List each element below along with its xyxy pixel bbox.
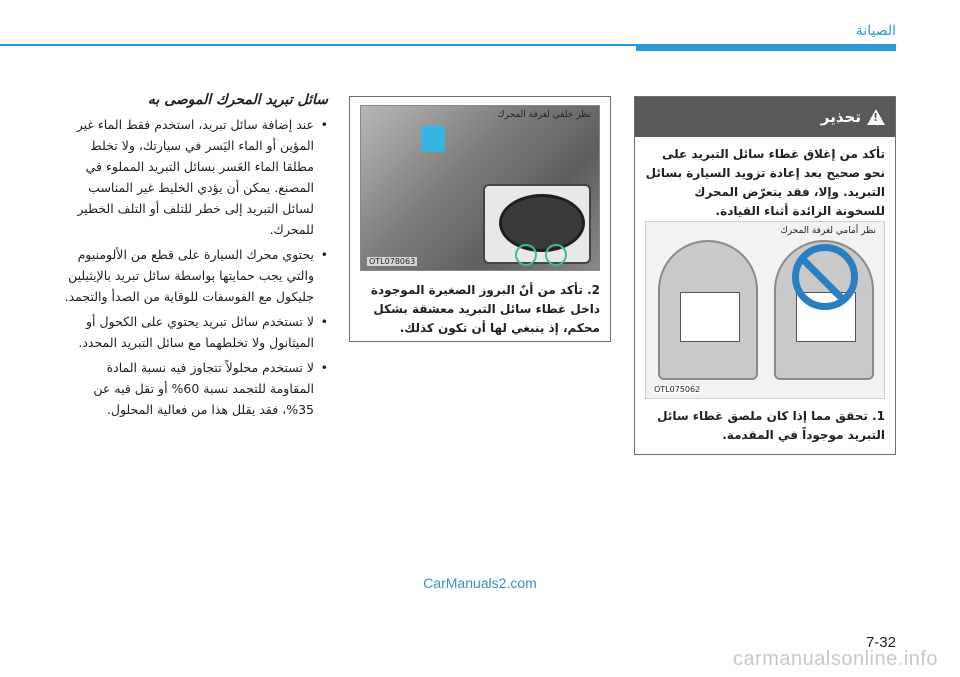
cap-label-icon [680, 292, 740, 342]
tab-highlight-icon [545, 244, 567, 266]
figure-caption: نظر خلفي لغرفة المحرك [497, 110, 591, 120]
bullet-list [60, 114, 328, 420]
warning-text: تأكد من إغلاق غطاء سائل التبريد على نحو صحيح بعد إعادة تزويد السيارة بسائل التبريد. وإلا، فقد يتعرّض المحرك للسخونة الزائدة أثناء القيادة. [645, 147, 885, 218]
prohibited-icon [792, 244, 858, 310]
bullet-item: • لا تستخدم سائل تبريد يحتوي على الكحول أو الميثانول ولا تخلطهما مع سائل التبريد المحدد. [60, 311, 314, 353]
engine-figure-box [349, 96, 611, 342]
coolant-cap-icon [499, 194, 585, 252]
bullet-item: • لا تستخدم محلولاً تتجاوز فيه نسبة المادة المقاومة للتجمد نسبة 60% أو تقل فيه عن 35%، فقد يقلل هذا من فعالية المحلول. [60, 357, 314, 420]
warning-note: 1. تحقق مما إذا كان ملصق غطاء سائل التبريد موجوداً في المقدمة. [657, 409, 885, 442]
engine-rear-figure [360, 105, 600, 271]
front-engine-figure [645, 221, 885, 399]
figure-caption: نظر أمامي لغرفة المحرك [780, 226, 876, 236]
main-title: سائل تبريد المحرك الموصى به [147, 92, 328, 108]
warning-box [634, 96, 896, 455]
warning-header [635, 97, 895, 137]
section-title: الصيانة [855, 23, 896, 39]
coolant-cap-correct-illustration [658, 240, 758, 380]
warning-triangle-icon [867, 109, 885, 125]
bullet-item: • يحتوي محرك السيارة على قطع من الألومنيوم والتي يجب حمايتها بواسطة سائل تبريد بالإيثيلين جليكول مع الفوسفات للوقاية من الصدأ والتجمد. [60, 244, 314, 307]
watermark-link[interactable]: CarManuals2.com [423, 575, 537, 591]
main-text-column [60, 92, 328, 424]
tab-highlight-icon [515, 244, 537, 266]
header-accent-bar [636, 44, 896, 51]
figure-note: 2. تأكد من أنّ البروز الصغيرة الموجودة داخل غطاء سائل التبريد معشقة بشكل محكم، إذ ينبغي لها أن تكون كذلك. [370, 283, 600, 335]
warning-title: تحذير [820, 108, 861, 126]
cap-zoom-inset [483, 184, 591, 264]
figure-code: OTL078063 [369, 257, 416, 266]
page-number: 7-32 [865, 634, 896, 651]
figure-code: OTL075062 [654, 385, 701, 394]
footer-site-watermark: carmanualsonline.info [732, 648, 938, 670]
bullet-item: • عند إضافة سائل تبريد، استخدم فقط الماء غير المؤين أو الماء اليَسر في سيارتك، ولا تخلط مطلقا الماء العَسر بسائل التبريد المملوء في المصنع. يمكن أن يؤدي الخليط غير المناسب لسائل التبريد إلى خطر للتلف أو التلف الخطير للمحرك. [60, 114, 314, 240]
coolant-reservoir-icon [421, 126, 445, 152]
